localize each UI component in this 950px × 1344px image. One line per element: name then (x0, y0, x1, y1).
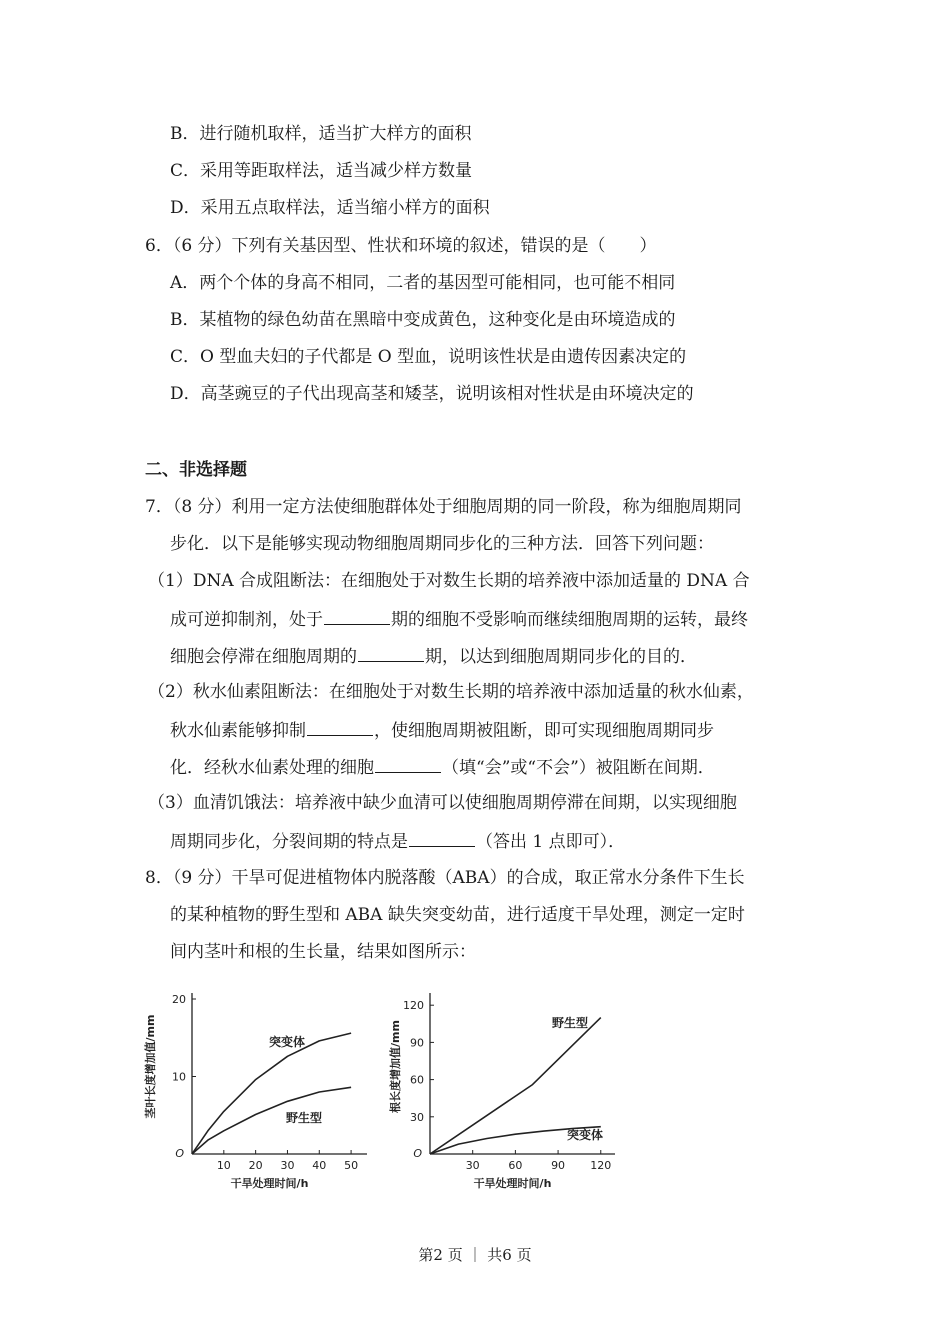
x-tick-label: 90 (551, 1159, 566, 1172)
q6-option-c: C．O 型血夫妇的子代都是 O 型血，说明该性状是由遗传因素决定的 (170, 347, 687, 367)
q7-part3-line1: （3）血清饥饿法：培养液中缺少血清可以使细胞周期停滞在间期，以实现细胞 (148, 793, 737, 813)
answer-blank (409, 828, 475, 847)
x-tick-label: 10 (216, 1159, 231, 1172)
q7-stem-line2: 步化．以下是能够实现动物细胞周期同步化的三种方法．回答下列问题： (170, 534, 714, 554)
q7-part1-line2-b: 期的细胞不受影响而继续细胞周期的运转，最终 (391, 610, 748, 630)
y-tick-label: 20 (172, 993, 186, 1006)
q7-part2-line1: （2）秋水仙素阻断法：在细胞处于对数生长期的培养液中添加适量的秋水仙素， (148, 682, 754, 702)
x-tick-label: 30 (465, 1159, 480, 1172)
q7-part1-line2 (170, 606, 748, 632)
page-footer: 第2 页 ｜ 共6 页 (418, 1246, 532, 1264)
q6-stem: 6．（6 分）下列有关基因型、性状和环境的叙述，错误的是（ ） (145, 236, 657, 256)
series-label: 突变体 (566, 1128, 604, 1142)
q7-part2-line2-b: ，使细胞周期被阻断，即可实现细胞周期同步 (374, 721, 714, 741)
origin-label: O (175, 1147, 184, 1160)
q6-option-d: D．高茎豌豆的子代出现高茎和矮茎，说明该相对性状是由环境决定的 (170, 384, 694, 404)
y-tick-label: 60 (410, 1073, 424, 1087)
q7-stem-line1: 7．（8 分）利用一定方法使细胞群体处于细胞周期的同一阶段，称为细胞周期同 (145, 497, 742, 517)
y-tick-label: 120 (403, 999, 424, 1013)
q7-part1-line3-b: 期，以达到细胞周期同步化的目的． (425, 647, 697, 667)
series-label: 野生型 (551, 1016, 589, 1030)
x-axis-label: 干旱处理时间/h (473, 1177, 552, 1190)
q8-stem-line3: 间内茎叶和根的生长量，结果如图所示： (170, 942, 476, 962)
y-tick-label: 10 (172, 1070, 186, 1084)
q5-option-b: B．进行随机取样，适当扩大样方的面积 (170, 124, 472, 144)
x-tick-label: 20 (248, 1159, 263, 1172)
q7-part3-line2-b: （答出 1 点即可）． (476, 832, 626, 852)
x-tick-label: 60 (508, 1159, 523, 1172)
q5-option-d: D．采用五点取样法，适当缩小样方的面积 (170, 198, 490, 218)
answer-blank (375, 754, 441, 773)
root-growth-chart (385, 982, 625, 1197)
stem-leaf-growth-chart (140, 982, 380, 1197)
q7-part1-line3-a: 细胞会停滞在细胞周期的 (170, 647, 357, 667)
answer-blank (307, 717, 373, 736)
q8-stem-line1: 8．（9 分）干旱可促进植物体内脱落酸（ABA）的合成，取正常水分条件下生长 (145, 868, 745, 888)
q7-part1-line3 (170, 643, 697, 669)
y-axis-label: 根长度增加值/mm (389, 1020, 402, 1113)
q7-part1-line1: （1）DNA 合成阻断法：在细胞处于对数生长期的培养液中添加适量的 DNA 合 (148, 571, 750, 591)
q6-option-b: B．某植物的绿色幼苗在黑暗中变成黄色，这种变化是由环境造成的 (170, 310, 676, 330)
y-tick-label: 30 (410, 1110, 424, 1124)
q6-option-a: A．两个个体的身高不相同，二者的基因型可能相同，也可能不相同 (170, 273, 676, 293)
series-label: 突变体 (268, 1035, 306, 1049)
x-tick-label: 40 (312, 1159, 327, 1172)
y-axis-label: 茎叶长度增加值/mm (144, 1014, 157, 1119)
y-tick-label: 90 (410, 1036, 424, 1050)
answer-blank (358, 643, 424, 662)
x-tick-label: 50 (344, 1159, 359, 1172)
q7-part2-line2 (170, 717, 714, 743)
q7-part2-line2-a: 秋水仙素能够抑制 (170, 721, 306, 741)
q7-part2-line3 (170, 754, 715, 780)
section-title: 二、非选择题 (145, 460, 247, 480)
series-label: 野生型 (285, 1111, 323, 1125)
x-tick-label: 30 (280, 1159, 295, 1172)
q7-part3-line2-a: 周期同步化，分裂间期的特点是 (170, 832, 408, 852)
answer-blank (324, 606, 390, 625)
q7-part1-line2-a: 成可逆抑制剂，处于 (170, 610, 323, 630)
q7-part3-line2 (170, 828, 625, 854)
origin-label: O (413, 1147, 422, 1160)
x-axis-label: 干旱处理时间/h (230, 1177, 309, 1190)
x-tick-label: 120 (590, 1159, 612, 1172)
q8-stem-line2: 的某种植物的野生型和 ABA 缺失突变幼苗，进行适度干旱处理，测定一定时 (170, 905, 745, 925)
q7-part2-line3-a: 化．经秋水仙素处理的细胞 (170, 758, 374, 778)
q7-part2-line3-b: （填“会”或“不会”）被阻断在间期． (442, 758, 715, 778)
q5-option-c: C．采用等距取样法，适当减少样方数量 (170, 161, 473, 181)
